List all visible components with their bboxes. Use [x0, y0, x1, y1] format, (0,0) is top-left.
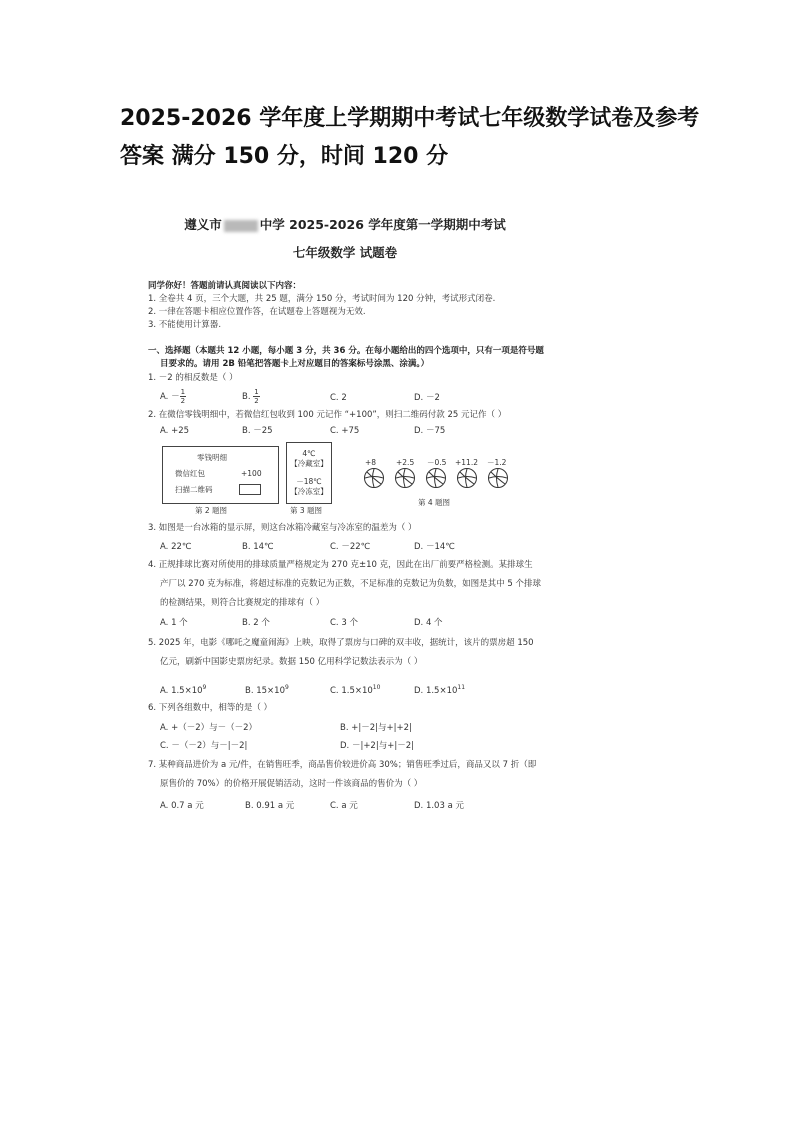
notice-item: 1. 全卷共 4 页，三个大题，共 25 题，满分 150 分，考试时间为 120 分钟，考试形式闭卷. — [148, 294, 496, 304]
notice-title: 同学你好！答题前请认真阅读以下内容： — [148, 281, 302, 291]
q1-option-a: A. － $\frac{1}{2}$ — [160, 388, 186, 405]
q4-option-a: A. 1 个 — [160, 618, 188, 628]
document-title-line2: 答案 满分 150 分，时间 120 分 — [120, 144, 449, 169]
fig4-label: +8 — [365, 458, 377, 467]
volleyball-icon — [457, 468, 477, 488]
q6-stem: 6. 下列各组数中，相等的是（ ） — [148, 703, 273, 713]
q3-option-b: B. 14℃ — [242, 542, 274, 552]
q2-option-c: C. +75 — [330, 426, 360, 436]
q7-option-c: C. a 元 — [330, 801, 358, 811]
fig2-amount-box — [239, 484, 261, 495]
document-title-line1: 2025-2026 学年度上学期期中考试七年级数学试卷及参考 — [120, 106, 700, 131]
q7-option-d: D. 1.03 a 元 — [414, 801, 464, 811]
fig2-caption: 第 2 题图 — [195, 506, 228, 515]
exam-header-post: 中学 2025-2026 学年度第一学期期中考试 — [259, 217, 506, 232]
q2-option-a: A. +25 — [160, 426, 190, 436]
fig3-fridge-display — [286, 442, 332, 504]
fig2-title: 零钱明细 — [197, 453, 227, 462]
q5-stem-cont: 亿元，刷新中国影史票房纪录。数据 150 亿用科学记数法表示为（ ） — [160, 657, 423, 667]
fig2-row1-value: +100 — [241, 469, 262, 478]
q6-option-a: A. +（－2）与－（－2） — [160, 723, 258, 733]
q2-option-b: B. －25 — [242, 426, 273, 436]
fig3-line1: 4℃ — [302, 449, 316, 458]
q6-option-c: C. －（－2）与－|－2| — [160, 741, 248, 751]
fig4-label: +11.2 — [455, 458, 478, 467]
q3-stem: 3. 如图是一台冰箱的显示屏，则这台冰箱冷藏室与冷冻室的温差为（ ） — [148, 523, 417, 533]
fig2-row2-label: 扫描二维码 — [175, 485, 213, 494]
section1-heading-cont: 目要求的。请用 2B 铅笔把答题卡上对应题目的答案标号涂黑、涂满。） — [160, 359, 430, 369]
fig3-line4: 【冷冻室】 — [290, 487, 328, 496]
volleyball-icon — [364, 468, 384, 488]
exam-header-pre: 遵义市 — [184, 217, 222, 232]
section1-heading: 一、选择题（本题共 12 小题，每小题 3 分，共 36 分。在每小题给出的四个选项中，只有一项是符号题 — [148, 346, 544, 356]
fig4-label: －0.5 — [427, 458, 447, 467]
fig4-caption: 第 4 题图 — [418, 498, 451, 507]
q3-option-c: C. －22℃ — [330, 542, 371, 552]
q3-option-d: D. －14℃ — [414, 542, 455, 552]
q5-stem: 5. 2025 年，电影《哪吒之魔童闹海》上映，取得了票房与口碑的双丰收，据统计，该片的票房超 150 — [148, 638, 534, 648]
q6-option-d: D. －|+2|与+|－2| — [340, 741, 414, 751]
q6-option-b: B. +|－2|与+|+2| — [340, 723, 412, 733]
q4-option-d: D. 4 个 — [414, 618, 443, 628]
q7-stem: 7. 某种商品进价为 a 元/件，在销售旺季，商品售价较进价高 30%；销售旺季过后，商品又以 7 折（即 — [148, 760, 537, 770]
scanned-exam-page — [140, 210, 550, 815]
fig4-label: +2.5 — [396, 458, 415, 467]
q4-stem: 4. 正规排球比赛对所使用的排球质量严格规定为 270 克±10 克，因此在出厂前要严格检测。某排球生 — [148, 560, 533, 570]
q7-stem-cont: 原售价的 70%）的价格开展促销活动，这时一件该商品的售价为（ ） — [160, 779, 423, 789]
q3-option-a: A. 22℃ — [160, 542, 192, 552]
q5-option-a: A. $1.5\times 10^9$ — [160, 684, 207, 696]
redacted-school-name — [224, 220, 258, 232]
fig3-line2: 【冷藏室】 — [290, 459, 328, 468]
q2-option-d: D. －75 — [414, 426, 446, 436]
volleyball-icon — [395, 468, 415, 488]
q2-stem: 2. 在微信零钱明细中，若微信红包收到 100 元记作 “+100”，则扫二维码付款 25 元记作（ ） — [148, 410, 507, 420]
exam-subheader: 七年级数学 试题卷 — [292, 245, 398, 260]
volleyball-icon — [488, 468, 508, 488]
notice-item: 2. 一律在答题卡相应位置作答，在试题卷上答题视为无效. — [148, 307, 366, 317]
exam-header — [140, 218, 550, 232]
q5-option-d: D. $1.5\times 10^{11}$ — [414, 684, 466, 696]
q4-stem-cont: 产厂以 270 克为标准，将超过标准的克数记为正数，不足标准的克数记为负数，如图是其中 5 个排球 — [160, 579, 541, 589]
fig3-line3: －18℃ — [296, 477, 322, 486]
q7-option-b: B. 0.91 a 元 — [245, 801, 295, 811]
fig3-caption: 第 3 题图 — [290, 506, 323, 515]
q1-option-d: D. －2 — [414, 393, 440, 403]
notice-item: 3. 不能使用计算器. — [148, 320, 222, 330]
q1-option-c: C. 2 — [330, 393, 347, 403]
q4-option-b: B. 2 个 — [242, 618, 270, 628]
fig4-label: －1.2 — [487, 458, 507, 467]
document-title — [120, 100, 700, 176]
q1-stem: 1. －2 的相反数是（ ） — [148, 373, 238, 383]
q1-option-b: B. $\frac{1}{2}$ — [242, 388, 259, 405]
q4-stem-cont: 的检测结果，则符合比赛规定的排球有（ ） — [160, 598, 325, 608]
q5-option-b: B. $15\times 10^9$ — [245, 684, 289, 696]
q5-option-c: C. $1.5\times 10^{10}$ — [330, 684, 381, 696]
fig2-row1-label: 微信红包 — [175, 469, 205, 478]
q4-option-c: C. 3 个 — [330, 618, 358, 628]
volleyball-icon — [426, 468, 446, 488]
q7-option-a: A. 0.7 a 元 — [160, 801, 204, 811]
fig2-wallet-detail — [162, 446, 279, 504]
